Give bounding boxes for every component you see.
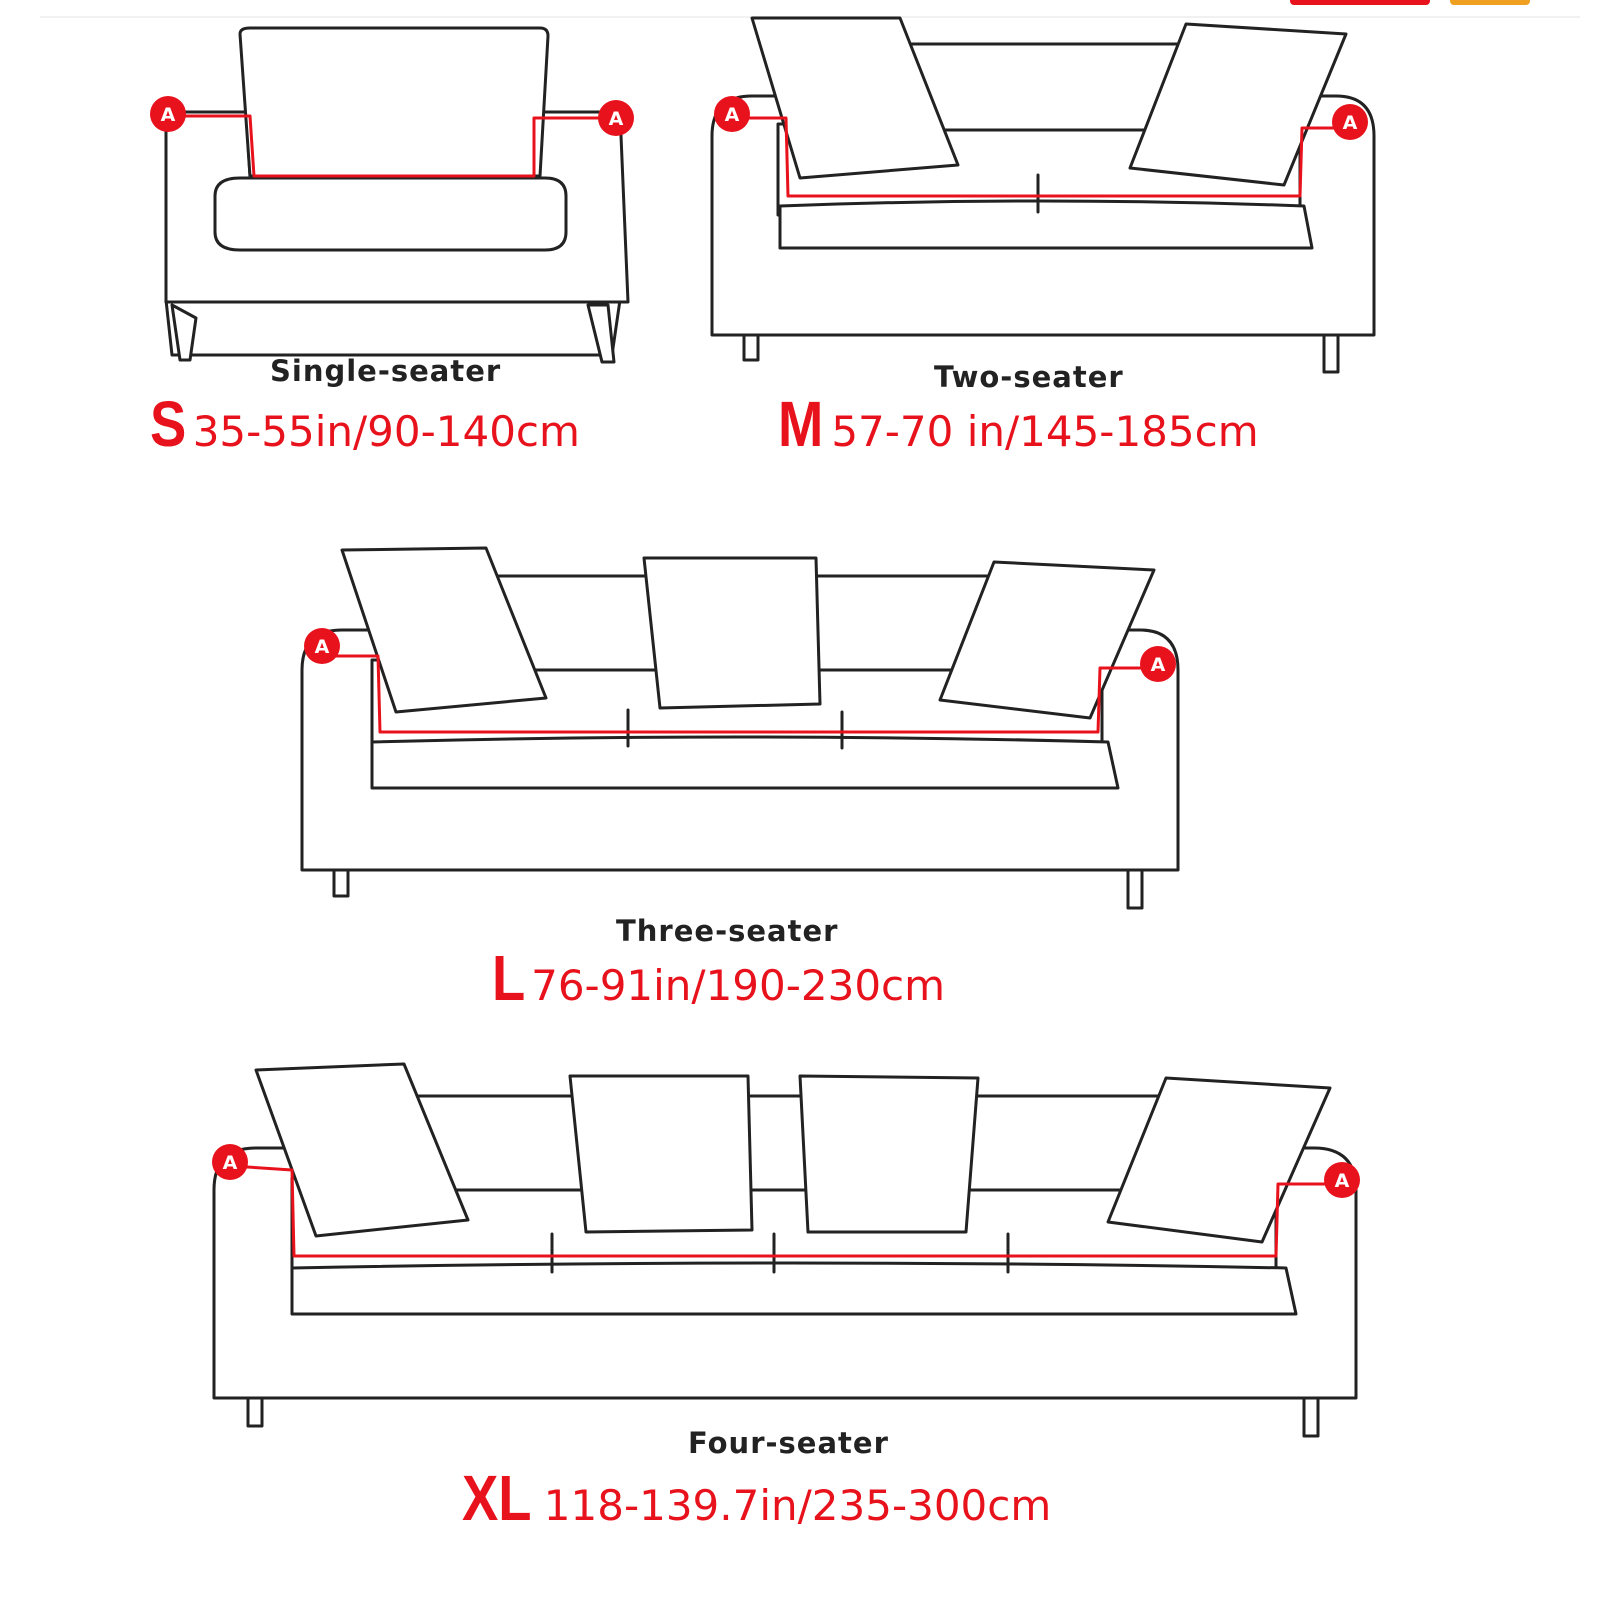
size-s-range: 35-55in/90-140cm [192, 407, 580, 456]
size-m-letter: M [778, 388, 824, 460]
size-l-range: 76-91in/190-230cm [531, 961, 946, 1010]
svg-text:A: A [222, 1152, 238, 1174]
size-xl-range: 118-139.7in/235-300cm [543, 1481, 1052, 1530]
single-seater-caption: Single-seater [270, 354, 502, 388]
svg-text:A: A [608, 108, 624, 130]
four-seater-caption: Four-seater [688, 1426, 889, 1460]
size-m-range: 57-70 in/145-185cm [831, 407, 1259, 456]
svg-text:A: A [1342, 112, 1358, 134]
two-seater-caption: Two-seater [934, 360, 1124, 394]
size-l-letter: L [492, 942, 526, 1014]
three-seater-caption: Three-seater [616, 914, 839, 948]
badge-a-right [1324, 1162, 1360, 1198]
svg-text:A: A [314, 636, 330, 658]
svg-text:A: A [1334, 1170, 1350, 1192]
size-xl-row [462, 1462, 1052, 1534]
four-seater-outline [214, 1064, 1356, 1436]
svg-text:A: A [1150, 654, 1166, 676]
svg-text:A: A [724, 104, 740, 126]
size-xl-letter: XL [462, 1462, 532, 1534]
badge-a-left [212, 1144, 248, 1180]
size-s-letter: S [150, 388, 187, 460]
svg-text:A: A [160, 104, 176, 126]
